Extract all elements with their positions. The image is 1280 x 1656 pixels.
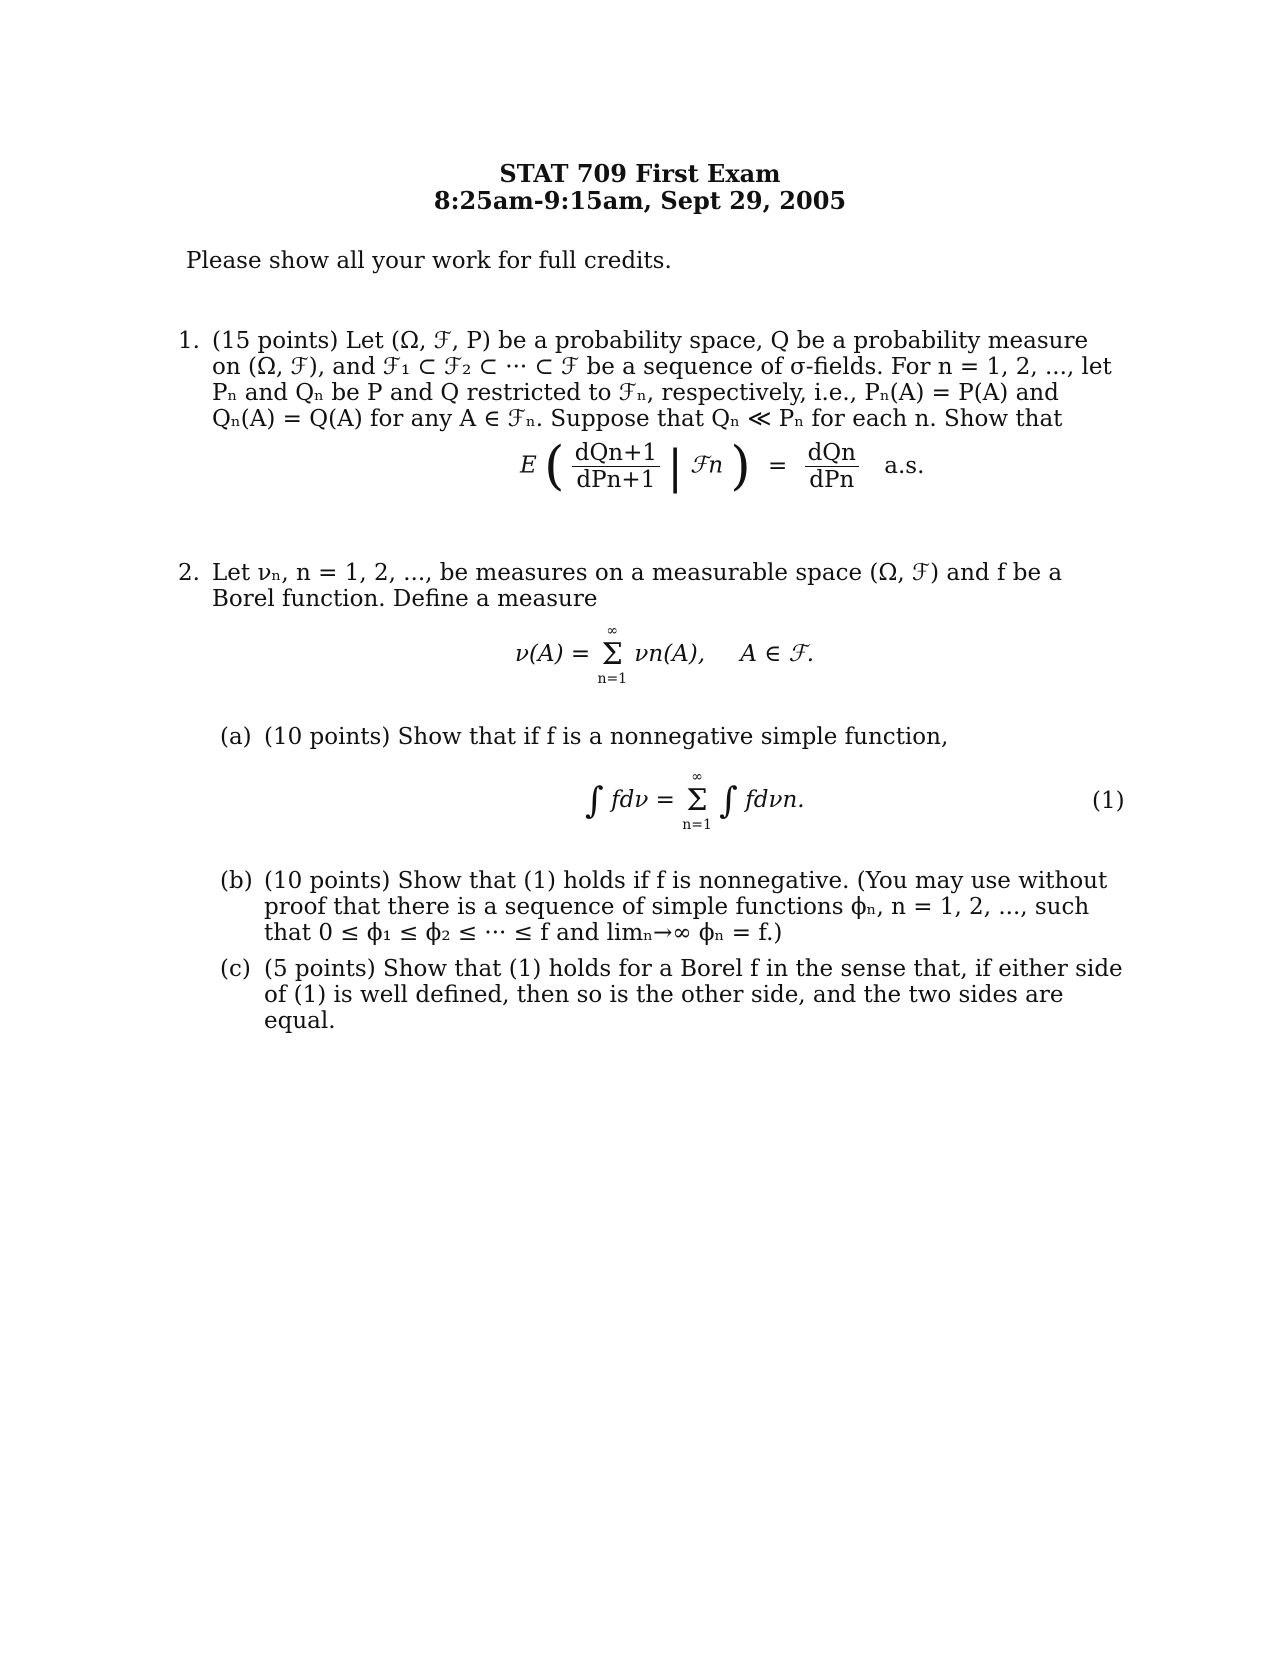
eq-equals: = [767, 452, 788, 479]
eq-condition: ℱn [690, 452, 724, 479]
equation-1 [585, 768, 805, 834]
eq-right-paren: ) [730, 436, 751, 497]
problem-2 [178, 560, 1123, 612]
equation-1-sum: ∞ Σ n=1 [682, 769, 712, 833]
sum-symbol: ∞ Σ n=1 [597, 623, 628, 687]
title-line-2: 8:25am-9:15am, Sept 29, 2005 [433, 186, 847, 215]
problem-1 [178, 328, 1123, 432]
part-b-label: (b) [220, 868, 253, 894]
equation-1-sum-lower: n=1 [682, 817, 712, 833]
part-a-text: (10 points) Show that if f is a nonnegative simple function, [264, 724, 949, 750]
eq-rhs-fraction [805, 440, 859, 493]
eq-almost-surely: a.s. [884, 452, 925, 479]
equation-1-number: (1) [1092, 788, 1125, 814]
part-b-text: (10 points) Show that (1) holds if f is nonnegative. (You may use without proof that there is a sequence of simple functions ϕₙ, n = 1, 2, ..., such that 0 ≤ ϕ₁ ≤ ϕ₂ ≤ ··· ≤ f and limₙ→∞ ϕₙ = f.) [264, 868, 1108, 946]
eq-rhs-denominator: dPn [809, 467, 855, 493]
part-c-label: (c) [220, 956, 251, 982]
eq-lhs-fraction [572, 440, 660, 493]
problem-2-measure-equation [515, 622, 814, 688]
part-c-text: (5 points) Show that (1) holds for a Borel f in the sense that, if either side of (1) is well defined, then so is the other side, and the two sides are equal. [264, 956, 1123, 1034]
measure-term: νn(A), [634, 641, 706, 667]
problem-2-number: 2. [178, 560, 200, 586]
eq-bar: | [667, 439, 683, 494]
eq-left-paren: ( [544, 436, 565, 497]
measure-lhs: ν(A) = [515, 641, 591, 667]
equation-1-rhs: fdνn. [745, 787, 805, 813]
problem-1-text: (15 points) Let (Ω, ℱ, P) be a probability space, Q be a probability measure on (Ω, ℱ), and ℱ₁ ⊂ ℱ₂ ⊂ ··· ⊂ ℱ be a sequence of σ-fields. For n = 1, 2, ..., let Pₙ and Qₙ be P and Q restricted to ℱₙ, respectively, i.e., Pₙ(A) = P(A) and Qₙ(A) = Q(A) for any A ∈ ℱₙ. Suppose that Qₙ ≪ Pₙ for each n. Show that [212, 328, 1112, 432]
integral-sign: ∫ [585, 780, 604, 822]
problem-2-part-c [220, 956, 1125, 1034]
eq-expectation: E [520, 452, 537, 479]
equation-1-lhs: fdν = [611, 787, 675, 813]
sum-upper-limit: ∞ [606, 623, 619, 639]
problem-1-equation [520, 436, 925, 497]
measure-domain: A ∈ ℱ. [740, 641, 815, 667]
equation-1-sum-upper: ∞ [691, 769, 703, 785]
part-a-label: (a) [220, 724, 252, 750]
integral-sign-2: ∫ [719, 780, 738, 822]
exam-title [0, 160, 1280, 214]
problem-1-number: 1. [178, 328, 200, 354]
problem-2-text: Let νₙ, n = 1, 2, ..., be measures on a measurable space (Ω, ℱ) and f be a Borel function. Define a measure [212, 560, 1063, 612]
sum-lower-limit: n=1 [597, 671, 628, 687]
title-line-1: STAT 709 First Exam [499, 159, 781, 188]
problem-2-part-a [220, 724, 1125, 750]
instructions: Please show all your work for full credits. [186, 248, 672, 274]
eq-lhs-numerator: dQn+1 [572, 440, 660, 467]
eq-lhs-denominator: dPn+1 [576, 467, 656, 493]
eq-rhs-numerator: dQn [805, 440, 859, 467]
problem-2-part-b [220, 868, 1125, 946]
